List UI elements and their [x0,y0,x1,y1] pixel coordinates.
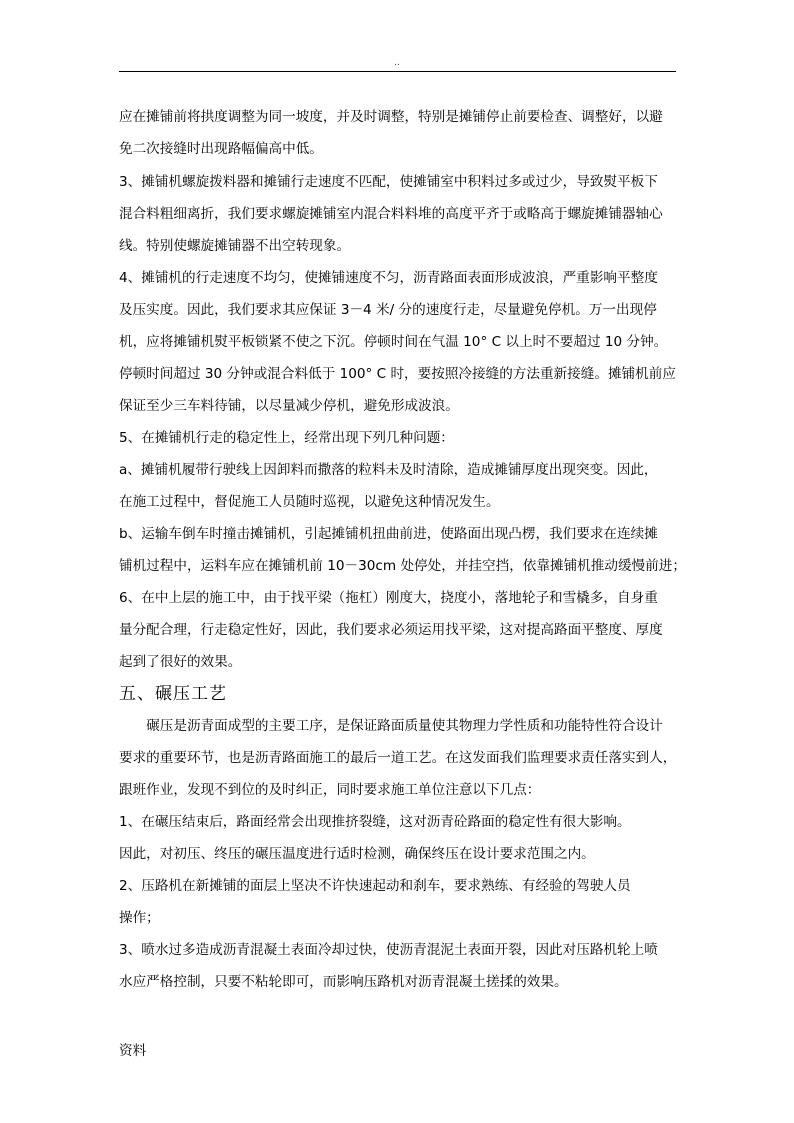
paragraph-line: 跟班作业，发现不到位的及时纠正，同时要求施工单位注意以下几点： [119,782,541,798]
paragraph-line: 线。特别使螺旋摊铺器不出空转现象。 [119,238,351,254]
paragraph-line: 机，应将摊铺机熨平板锁紧不使之下沉。停顿时间在气温 10° C 以上时不要超过 10 分钟。 [119,334,668,350]
paragraph-line: 要求的重要环节，也是沥青路面施工的最后一道工艺。在这发面我们监理要求责任落实到人， [119,750,677,766]
paragraph-line: 5、在摊铺机行走的稳定性上，经常出现下列几种问题： [119,430,454,446]
paragraph-line: 3、摊铺机螺旋拨料器和摊铺行走速度不匹配，使摊铺室中积料过多或过少，导致熨平板下 [119,174,658,190]
paragraph-line: 操作； [119,910,160,926]
paragraph-line: 1、在碾压结束后，路面经常会出现推挤裂缝，这对沥青砼路面的稳定性有很大影响。 [119,814,631,830]
paragraph-line: 在施工过程中，督促施工人员随时巡视，以避免这种情况发生。 [119,494,500,510]
paragraph-line: a、摊铺机履带行驶线上因卸料而撒落的粒料未及时清除，造成摊铺厚度出现突变。因此， [119,462,658,478]
paragraph-line: b、运输车倒车时撞击摊铺机，引起摊铺机扭曲前进，使路面出现凸楞，我们要求在连续摊 [119,526,658,542]
paragraph-line: 碾压是沥青面成型的主要工序，是保证路面质量使其物理力学性质和功能特性符合设计 [119,718,663,734]
header-rule [119,71,676,72]
header-mark: .. [394,58,400,68]
paragraph-line: 2、压路机在新摊铺的面层上坚决不许快速起动和刹车，要求熟练、有经验的驾驶人员 [119,878,631,894]
paragraph-line: 及压实度。因此，我们要求其应保证 3－4 米/ 分的速度行走，尽量避免停机。万一出现停 [119,302,657,318]
paragraph-line: 3、喷水过多造成沥青混凝土表面冷却过快，使沥青混泥土表面开裂，因此对压路机轮上喷 [119,942,658,958]
section-heading: 五、碾压工艺 [119,684,227,704]
paragraph-line: 6、在中上层的施工中，由于找平梁（拖杠）刚度大，挠度小，落地轮子和雪橇多，自身重 [119,590,658,606]
paragraph-line: 应在摊铺前将拱度调整为同一坡度，并及时调整，特别是摊铺停止前要检查、调整好，以避 [119,109,663,125]
footer-label: 资料 [119,1043,147,1059]
paragraph-line: 混合料粗细离折，我们要求螺旋摊铺室内混合料料堆的高度平齐于或略高于螺旋摊铺器轴心 [119,206,663,222]
paragraph-line: 保证至少三车料待铺，以尽量减少停机，避免形成波浪。 [119,398,459,414]
paragraph-line: 铺机过程中，运料车应在摊铺机前 10－30cm 处停处，并挂空挡，依靠摊铺机推动缓慢前进； [119,558,686,574]
paragraph-line: 量分配合理，行走稳定性好，因此，我们要求必须运用找平梁，这对提高路面平整度、厚度 [119,622,663,638]
paragraph-line: 起到了很好的效果。 [119,654,242,670]
paragraph-line: 因此，对初压、终压的碾压温度进行适时检测，确保终压在设计要求范围之内。 [119,846,595,862]
paragraph-line: 4、摊铺机的行走速度不均匀，使摊铺速度不匀，沥青路面表面形成波浪，严重影响平整度 [119,270,658,286]
paragraph-line: 水应严格控制，只要不粘轮即可，而影响压路机对沥青混凝土搓揉的效果。 [119,974,568,990]
paragraph-line: 停顿时间超过 30 分钟或混合料低于 100° C 时，要按照冷接缝的方法重新接缝。摊铺机前应 [119,366,676,382]
paragraph-line: 免二次接缝时出现路幅偏高中低。 [119,141,323,157]
